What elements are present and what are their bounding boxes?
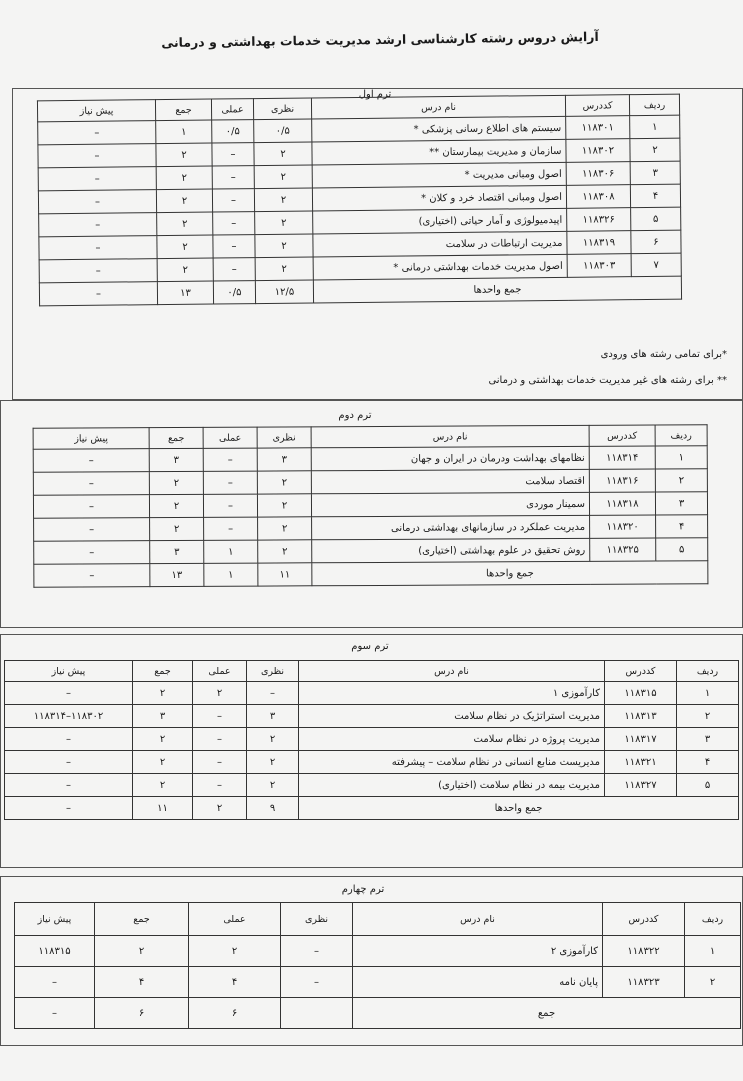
cell-theory: ۲ — [247, 774, 299, 797]
cell-code: ۱۱۸۳۰۶ — [566, 162, 630, 186]
cell-name: سمینار موردی — [311, 492, 589, 516]
cell-code: ۱۱۸۳۲۲ — [603, 936, 685, 967]
cell-row: ۲ — [630, 138, 680, 162]
cell-total: ۲ — [157, 212, 213, 236]
cell-theory: ۲ — [255, 234, 313, 258]
cell-prereq: – — [5, 682, 133, 705]
table-row — [5, 751, 739, 774]
cell-row: ۲ — [655, 469, 707, 492]
sum-theory: ۱۲/۵ — [255, 280, 313, 304]
cell-code: ۱۱۸۳۰۳ — [567, 254, 631, 278]
cell-name: پایان نامه — [353, 967, 603, 998]
cell-code: ۱۱۸۳۰۱ — [566, 116, 630, 140]
sum-label: جمع — [353, 998, 741, 1029]
cell-theory: ۲ — [254, 165, 312, 189]
cell-theory: ۲ — [255, 211, 313, 235]
cell-practical: – — [203, 448, 257, 471]
cell-name: کارآموزی ۱ — [299, 682, 605, 705]
cell-row: ۱ — [685, 936, 741, 967]
cell-code: ۱۱۸۳۲۰ — [590, 515, 656, 538]
header-code: کددرس — [605, 661, 677, 682]
cell-code: ۱۱۸۳۱۹ — [567, 231, 631, 255]
sum-prereq: – — [34, 564, 150, 588]
cell-total: ۲ — [133, 774, 193, 797]
cell-prereq: – — [5, 751, 133, 774]
table-row — [5, 774, 739, 797]
header-code: کددرس — [603, 903, 685, 936]
footnote-single-star: *برای تمامی رشته های ورودی — [600, 349, 727, 360]
header-practical: عملی — [189, 903, 281, 936]
cell-theory: – — [247, 682, 299, 705]
cell-code: ۱۱۸۳۱۶ — [589, 469, 655, 492]
table-sum-row — [34, 561, 708, 588]
header-practical: عملی — [203, 427, 257, 448]
cell-row: ۲ — [685, 967, 741, 998]
header-name: نام درس — [311, 95, 565, 119]
cell-theory: ۲ — [257, 494, 311, 517]
cell-code: ۱۱۸۳۱۸ — [589, 492, 655, 515]
header-code: کددرس — [589, 425, 655, 446]
cell-prereq: – — [38, 167, 156, 191]
cell-practical: – — [213, 235, 255, 258]
cell-prereq: – — [33, 449, 149, 473]
cell-row: ۳ — [677, 728, 739, 751]
cell-code: ۱۱۸۳۲۶ — [567, 208, 631, 232]
sum-total: ۶ — [95, 998, 189, 1029]
cell-row: ۵ — [656, 538, 708, 561]
cell-row: ۴ — [630, 184, 680, 208]
header-code: کددرس — [565, 95, 629, 117]
cell-practical: – — [212, 166, 254, 189]
cell-theory: ۲ — [255, 257, 313, 281]
term-3-table — [4, 660, 739, 820]
sum-practical: ۶ — [189, 998, 281, 1029]
header-name: نام درس — [353, 903, 603, 936]
cell-prereq: – — [38, 121, 156, 145]
cell-prereq: – — [39, 213, 157, 237]
cell-theory: ۳ — [247, 705, 299, 728]
document-title: آرایش دروس رشته کارشناسی ارشد مدیریت خدمات بهداشتی و درمانی — [161, 28, 599, 51]
cell-code: ۱۱۸۳۲۵ — [590, 538, 656, 561]
cell-total: ۲ — [133, 682, 193, 705]
header-row-number: ردیف — [629, 94, 679, 116]
cell-theory: ۲ — [247, 728, 299, 751]
header-prereq: پیش نیاز — [33, 428, 149, 450]
cell-prereq: – — [38, 144, 156, 168]
cell-theory: – — [281, 967, 353, 998]
cell-name: مدیریت عملکرد در سازمانهای بهداشتی درمانی — [312, 515, 590, 539]
sum-practical: ۱ — [204, 563, 258, 586]
sum-practical: ۲ — [193, 797, 247, 820]
cell-name: مدیریت پروژه در نظام سلامت — [299, 728, 605, 751]
cell-total: ۴ — [95, 967, 189, 998]
cell-row: ۴ — [656, 515, 708, 538]
cell-prereq: – — [33, 495, 149, 519]
term-2-title: ترم دوم — [338, 410, 372, 421]
header-prereq: پیش نیاز — [15, 903, 95, 936]
term-3-title: ترم سوم — [351, 641, 389, 652]
cell-name: اقتصاد سلامت — [311, 469, 589, 493]
cell-prereq: – — [39, 259, 157, 283]
cell-total: ۳ — [133, 705, 193, 728]
cell-row: ۷ — [631, 253, 681, 277]
cell-total: ۲ — [157, 258, 213, 282]
cell-name: اصول ومبانی اقتصاد خرد و کلان * — [312, 185, 566, 211]
cell-prereq: – — [5, 728, 133, 751]
table-row — [15, 967, 741, 998]
sum-practical: ۰/۵ — [213, 281, 255, 304]
cell-row: ۵ — [677, 774, 739, 797]
cell-total: ۲ — [95, 936, 189, 967]
cell-theory: ۲ — [254, 188, 312, 212]
cell-practical: ۲ — [193, 682, 247, 705]
sum-prereq: – — [5, 797, 133, 820]
header-prereq: پیش نیاز — [37, 100, 155, 122]
cell-name: اصول ومبانی مدیریت * — [312, 162, 566, 188]
term-4-title: ترم چهارم — [341, 884, 385, 895]
cell-total: ۲ — [156, 189, 212, 213]
cell-code: ۱۱۸۳۲۳ — [603, 967, 685, 998]
cell-total: ۲ — [156, 143, 212, 167]
sum-label: جمع واحدها — [313, 276, 681, 303]
cell-prereq: ۱۱۸۳۰۲–۱۱۸۳۱۴ — [5, 705, 133, 728]
cell-name: اپیدمیولوژی و آمار حیاتی (اختیاری) — [313, 208, 567, 234]
header-theory: نظری — [257, 427, 311, 448]
table-row — [5, 682, 739, 705]
cell-row: ۱ — [655, 446, 707, 469]
sum-total: ۱۳ — [150, 563, 204, 586]
cell-total: ۲ — [149, 494, 203, 517]
cell-practical: – — [212, 189, 254, 212]
cell-code: ۱۱۸۳۰۲ — [566, 139, 630, 163]
cell-theory: ۲ — [257, 471, 311, 494]
header-name: نام درس — [311, 425, 589, 447]
cell-name: مدیریست منابع انسانی در نظام سلامت – پیشرفته — [299, 751, 605, 774]
cell-practical: – — [213, 258, 255, 281]
cell-practical: ۰/۵ — [212, 120, 254, 143]
cell-code: ۱۱۸۳۲۱ — [605, 751, 677, 774]
table-row — [5, 728, 739, 751]
cell-practical: – — [193, 705, 247, 728]
cell-practical: ۱ — [204, 540, 258, 563]
cell-prereq: – — [34, 518, 150, 542]
cell-practical: – — [193, 774, 247, 797]
header-row-number: ردیف — [655, 425, 707, 446]
table-sum-row — [15, 998, 741, 1029]
cell-prereq: – — [39, 236, 157, 260]
cell-prereq: – — [38, 190, 156, 214]
cell-practical: – — [203, 471, 257, 494]
sum-total: ۱۱ — [133, 797, 193, 820]
sum-theory — [281, 998, 353, 1029]
table-row — [5, 705, 739, 728]
cell-row: ۳ — [630, 161, 680, 185]
cell-prereq: – — [34, 541, 150, 565]
header-theory: نظری — [247, 661, 299, 682]
table-row — [15, 936, 741, 967]
cell-total: ۲ — [133, 751, 193, 774]
header-total: جمع — [149, 427, 203, 448]
cell-name: اصول مدیریت خدمات بهداشتی درمانی * — [313, 254, 567, 280]
cell-prereq: – — [5, 774, 133, 797]
cell-code: ۱۱۸۳۱۳ — [605, 705, 677, 728]
header-theory: نظری — [253, 98, 311, 120]
header-theory: نظری — [281, 903, 353, 936]
cell-name: سیستم های اطلاع رسانی پزشکی * — [312, 116, 566, 142]
table-sum-row — [5, 797, 739, 820]
cell-practical: – — [204, 517, 258, 540]
cell-total: ۲ — [150, 517, 204, 540]
term-1-title: ترم اول — [358, 89, 392, 100]
cell-name: سازمان و مدیریت بیمارستان ** — [312, 139, 566, 165]
sum-total: ۱۳ — [157, 281, 213, 305]
term-4-table — [14, 902, 741, 1029]
sum-prereq: – — [39, 282, 157, 306]
cell-name: مدیریت استراتژیک در نظام سلامت — [299, 705, 605, 728]
cell-code: ۱۱۸۳۱۷ — [605, 728, 677, 751]
sum-theory: ۱۱ — [258, 563, 312, 586]
cell-practical: ۲ — [189, 936, 281, 967]
header-row-number: ردیف — [677, 661, 739, 682]
term-2-table — [33, 424, 709, 588]
cell-total: ۲ — [156, 166, 212, 190]
cell-total: ۳ — [149, 448, 203, 471]
sum-theory: ۹ — [247, 797, 299, 820]
cell-name: کارآموزی ۲ — [353, 936, 603, 967]
header-total: جمع — [95, 903, 189, 936]
cell-practical: – — [193, 751, 247, 774]
header-row-number: ردیف — [685, 903, 741, 936]
cell-name: روش تحقیق در علوم بهداشتی (اختیاری) — [312, 538, 590, 562]
cell-row: ۲ — [677, 705, 739, 728]
header-prereq: پیش نیاز — [5, 661, 133, 682]
sum-label: جمع واحدها — [312, 561, 708, 586]
cell-practical: – — [213, 212, 255, 235]
cell-theory: ۲ — [247, 751, 299, 774]
sum-label: جمع واحدها — [299, 797, 739, 820]
cell-row: ۱ — [630, 115, 680, 139]
cell-code: ۱۱۸۳۰۸ — [566, 185, 630, 209]
header-practical: عملی — [211, 99, 253, 120]
cell-row: ۳ — [655, 492, 707, 515]
table-header-row — [5, 661, 739, 682]
cell-practical: – — [193, 728, 247, 751]
cell-practical: – — [203, 494, 257, 517]
sum-prereq: – — [15, 998, 95, 1029]
cell-total: ۲ — [133, 728, 193, 751]
table-header-row — [15, 903, 741, 936]
cell-name: مدیریت بیمه در نظام سلامت (اختیاری) — [299, 774, 605, 797]
cell-total: ۱ — [156, 120, 212, 144]
cell-theory: ۲ — [254, 142, 312, 166]
cell-row: ۴ — [677, 751, 739, 774]
header-total: جمع — [155, 99, 211, 121]
cell-theory: ۳ — [257, 448, 311, 471]
cell-practical: – — [212, 143, 254, 166]
term-1-table — [37, 94, 682, 307]
cell-prereq: – — [15, 967, 95, 998]
cell-theory: ۰/۵ — [254, 119, 312, 143]
cell-name: مدیریت ارتباطات در سلامت — [313, 231, 567, 257]
header-total: جمع — [133, 661, 193, 682]
header-practical: عملی — [193, 661, 247, 682]
cell-theory: – — [281, 936, 353, 967]
header-name: نام درس — [299, 661, 605, 682]
cell-practical: ۴ — [189, 967, 281, 998]
cell-code: ۱۱۸۳۱۵ — [605, 682, 677, 705]
cell-code: ۱۱۸۳۱۴ — [589, 446, 655, 469]
cell-theory: ۲ — [258, 540, 312, 563]
cell-code: ۱۱۸۳۲۷ — [605, 774, 677, 797]
cell-total: ۲ — [149, 471, 203, 494]
cell-total: ۲ — [157, 235, 213, 259]
cell-total: ۳ — [150, 540, 204, 563]
footnote-double-star: ** برای رشته های غیر مدیریت خدمات بهداشتی و درمانی — [488, 375, 727, 386]
cell-prereq: – — [33, 472, 149, 496]
cell-name: نظامهای بهداشت ودرمان در ایران و جهان — [311, 446, 589, 470]
cell-row: ۵ — [631, 207, 681, 231]
cell-row: ۱ — [677, 682, 739, 705]
cell-row: ۶ — [631, 230, 681, 254]
cell-prereq: ۱۱۸۳۱۵ — [15, 936, 95, 967]
cell-theory: ۲ — [258, 517, 312, 540]
